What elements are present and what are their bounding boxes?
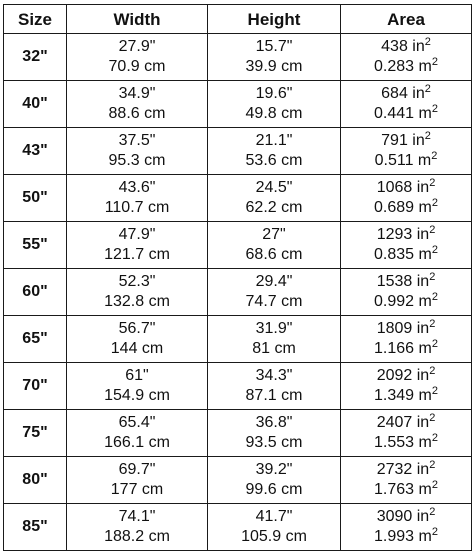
width-inches: 69.7" (118, 461, 156, 478)
area-square-inches: 2407 in (376, 414, 430, 431)
squared-exponent: 2 (429, 318, 436, 330)
squared-exponent: 2 (424, 130, 431, 142)
header-size: Size (4, 5, 67, 34)
squared-exponent: 2 (431, 385, 438, 397)
area-square-meters: 1.993 m (374, 528, 432, 545)
height-centimeters: 68.6 cm (245, 246, 303, 263)
height-centimeters: 87.1 cm (245, 387, 303, 404)
size-cell: 85" (4, 504, 67, 551)
width-inches: 74.1" (118, 508, 156, 525)
height-inches: 21.1" (255, 132, 293, 149)
height-cell (208, 81, 341, 128)
area-cell (341, 316, 472, 363)
area-square-meters-line (341, 527, 471, 547)
squared-exponent: 2 (431, 479, 438, 491)
table-row (4, 34, 472, 81)
area-square-meters: 0.689 m (374, 199, 432, 216)
squared-exponent: 2 (424, 83, 431, 95)
width-inches: 56.7" (118, 320, 156, 337)
height-inches: 15.7" (255, 38, 293, 55)
height-inches: 29.4" (255, 273, 293, 290)
area-square-meters: 1.166 m (374, 340, 432, 357)
width-centimeters: 132.8 cm (104, 293, 170, 310)
squared-exponent: 2 (429, 365, 436, 377)
table-row (4, 175, 472, 222)
area-cell (341, 269, 472, 316)
width-inches: 27.9" (118, 38, 156, 55)
area-square-inches-line (341, 37, 471, 57)
width-inches: 61" (125, 367, 149, 384)
area-square-meters: 0.441 m (374, 105, 432, 122)
width-centimeters: 95.3 cm (108, 152, 166, 169)
height-centimeters: 39.9 cm (245, 58, 303, 75)
area-cell (341, 410, 472, 457)
width-inches: 43.6" (118, 179, 156, 196)
area-square-inches-line (341, 413, 471, 433)
area-square-inches: 1809 in (376, 320, 430, 337)
area-square-inches-line (341, 366, 471, 386)
area-square-inches: 1293 in (376, 226, 430, 243)
table-row (4, 504, 472, 551)
area-cell (341, 363, 472, 410)
area-cell (341, 222, 472, 269)
table-row (4, 457, 472, 504)
height-centimeters: 49.8 cm (245, 105, 303, 122)
height-cell (208, 269, 341, 316)
height-cell (208, 222, 341, 269)
width-cell (67, 457, 208, 504)
width-inches: 65.4" (118, 414, 156, 431)
height-centimeters: 105.9 cm (241, 528, 307, 545)
area-square-inches-line (341, 178, 471, 198)
size-cell: 40" (4, 81, 67, 128)
width-inches: 52.3" (118, 273, 156, 290)
width-cell (67, 222, 208, 269)
size-cell: 50" (4, 175, 67, 222)
width-centimeters: 166.1 cm (104, 434, 170, 451)
width-cell (67, 81, 208, 128)
width-cell (67, 269, 208, 316)
squared-exponent: 2 (431, 56, 438, 68)
height-centimeters: 53.6 cm (245, 152, 303, 169)
height-inches: 34.3" (255, 367, 293, 384)
area-square-meters-line (341, 433, 471, 453)
area-square-inches: 438 in (381, 38, 425, 55)
area-square-inches: 684 in (381, 85, 425, 102)
size-cell: 75" (4, 410, 67, 457)
squared-exponent: 2 (424, 36, 431, 48)
width-centimeters: 144 cm (110, 340, 164, 357)
area-square-meters: 0.511 m (374, 152, 432, 169)
height-inches: 31.9" (255, 320, 293, 337)
area-square-meters-line (341, 480, 471, 500)
area-square-inches-line (341, 131, 471, 151)
width-cell (67, 175, 208, 222)
area-square-meters-line (341, 339, 471, 359)
area-square-inches: 1068 in (376, 179, 430, 196)
tv-dimensions-table (3, 4, 472, 551)
width-inches: 34.9" (118, 85, 156, 102)
squared-exponent: 2 (431, 197, 438, 209)
height-centimeters: 62.2 cm (245, 199, 303, 216)
width-cell (67, 34, 208, 81)
area-square-inches-line (341, 460, 471, 480)
area-square-inches-line (341, 84, 471, 104)
size-cell: 70" (4, 363, 67, 410)
squared-exponent: 2 (431, 244, 438, 256)
width-cell (67, 363, 208, 410)
height-inches: 39.2" (255, 461, 293, 478)
area-square-inches: 2732 in (376, 461, 430, 478)
squared-exponent: 2 (431, 291, 438, 303)
table-row (4, 363, 472, 410)
area-square-meters-line (341, 386, 471, 406)
table-header-row (4, 5, 472, 34)
area-square-inches: 1538 in (376, 273, 430, 290)
squared-exponent: 2 (431, 432, 438, 444)
size-cell: 80" (4, 457, 67, 504)
area-square-inches-line (341, 225, 471, 245)
width-centimeters: 177 cm (110, 481, 164, 498)
height-inches: 19.6" (255, 85, 293, 102)
squared-exponent: 2 (429, 506, 436, 518)
height-cell (208, 410, 341, 457)
area-cell (341, 128, 472, 175)
height-cell (208, 457, 341, 504)
area-square-meters-line (341, 292, 471, 312)
squared-exponent: 2 (429, 177, 436, 189)
size-cell: 55" (4, 222, 67, 269)
height-cell (208, 363, 341, 410)
area-cell (341, 504, 472, 551)
area-square-inches: 791 in (381, 132, 425, 149)
height-centimeters: 99.6 cm (245, 481, 303, 498)
table-row (4, 128, 472, 175)
size-cell: 43" (4, 128, 67, 175)
width-centimeters: 121.7 cm (104, 246, 170, 263)
table-row (4, 410, 472, 457)
width-centimeters: 88.6 cm (108, 105, 166, 122)
table-body (4, 34, 472, 551)
height-cell (208, 34, 341, 81)
width-inches: 47.9" (118, 226, 156, 243)
squared-exponent: 2 (429, 459, 436, 471)
area-square-meters: 1.763 m (374, 481, 432, 498)
area-cell (341, 457, 472, 504)
height-cell (208, 128, 341, 175)
area-cell (341, 175, 472, 222)
width-centimeters: 188.2 cm (104, 528, 170, 545)
squared-exponent: 2 (429, 271, 436, 283)
size-cell: 65" (4, 316, 67, 363)
area-square-meters-line (341, 198, 471, 218)
width-cell (67, 316, 208, 363)
area-cell (341, 34, 472, 81)
area-square-inches-line (341, 319, 471, 339)
squared-exponent: 2 (429, 224, 436, 236)
area-square-meters: 0.283 m (374, 58, 432, 75)
width-centimeters: 110.7 cm (104, 199, 170, 216)
area-square-meters: 0.835 m (374, 246, 432, 263)
height-centimeters: 81 cm (252, 340, 296, 357)
header-area: Area (341, 5, 472, 34)
height-centimeters: 74.7 cm (245, 293, 303, 310)
height-inches: 24.5" (255, 179, 293, 196)
area-square-meters: 1.553 m (374, 434, 432, 451)
height-inches: 27" (262, 226, 286, 243)
width-centimeters: 70.9 cm (108, 58, 166, 75)
area-square-meters: 0.992 m (374, 293, 432, 310)
area-square-meters-line (341, 151, 471, 171)
width-centimeters: 154.9 cm (104, 387, 170, 404)
header-width: Width (67, 5, 208, 34)
height-centimeters: 93.5 cm (245, 434, 303, 451)
table-row (4, 222, 472, 269)
height-inches: 41.7" (255, 508, 293, 525)
area-square-meters-line (341, 245, 471, 265)
area-square-inches-line (341, 272, 471, 292)
squared-exponent: 2 (431, 150, 438, 162)
squared-exponent: 2 (431, 103, 438, 115)
squared-exponent: 2 (431, 526, 438, 538)
height-cell (208, 316, 341, 363)
width-cell (67, 128, 208, 175)
squared-exponent: 2 (429, 412, 436, 424)
height-cell (208, 504, 341, 551)
size-cell: 60" (4, 269, 67, 316)
width-cell (67, 504, 208, 551)
area-square-inches: 2092 in (376, 367, 430, 384)
area-square-inches-line (341, 507, 471, 527)
area-square-meters-line (341, 104, 471, 124)
area-square-inches: 3090 in (376, 508, 430, 525)
area-square-meters-line (341, 57, 471, 77)
table-row (4, 269, 472, 316)
table-row (4, 316, 472, 363)
header-height: Height (208, 5, 341, 34)
area-cell (341, 81, 472, 128)
width-inches: 37.5" (118, 132, 156, 149)
area-square-meters: 1.349 m (374, 387, 432, 404)
width-cell (67, 410, 208, 457)
height-inches: 36.8" (255, 414, 293, 431)
height-cell (208, 175, 341, 222)
squared-exponent: 2 (431, 338, 438, 350)
table-row (4, 81, 472, 128)
size-cell: 32" (4, 34, 67, 81)
